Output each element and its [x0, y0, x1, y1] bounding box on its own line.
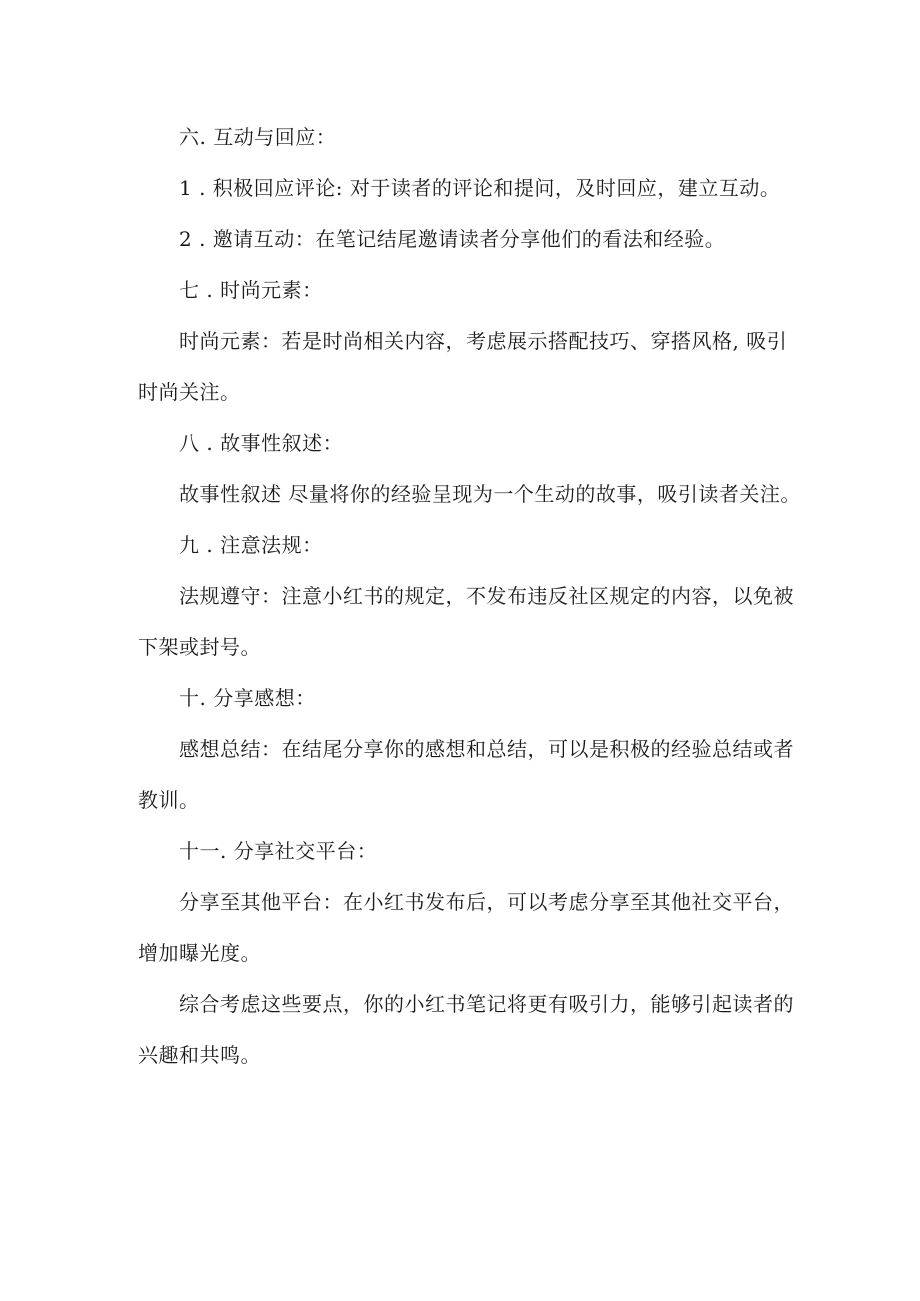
list-item-invite-interaction: 2 . 邀请互动：在笔记结尾邀请读者分享他们的看法和经验。 — [179, 227, 726, 251]
paragraph-regulations-line-1: 法规遵守：注意小红书的规定，不发布违反社区规定的内容，以免被 — [179, 584, 794, 608]
paragraph-conclusion-line-1: 综合考虑这些要点，你的小红书笔记将更有吸引力，能够引起读者的 — [179, 992, 794, 1016]
section-heading-share-thoughts: 十. 分享感想： — [179, 686, 316, 710]
section-heading-interaction: 六. 互动与回应： — [179, 125, 337, 149]
paragraph-storytelling: 故事性叙述 尽量将你的经验呈现为一个生动的故事，吸引读者关注。 — [179, 482, 801, 506]
section-heading-storytelling: 八 . 故事性叙述： — [179, 431, 344, 455]
paragraph-share-thoughts-line-2: 教训。 — [138, 788, 200, 812]
paragraph-fashion-line-1: 时尚元素：若是时尚相关内容，考虑展示搭配技巧、穿搭风格, 吸引 — [179, 329, 788, 353]
paragraph-conclusion-line-2: 兴趣和共鸣。 — [138, 1043, 261, 1067]
list-item-reply-comments: 1 . 积极回应评论: 对于读者的评论和提问，及时回应，建立互动。 — [179, 176, 781, 200]
section-heading-social-platforms: 十一. 分享社交平台： — [179, 839, 378, 863]
paragraph-regulations-line-2: 下架或封号。 — [138, 635, 261, 659]
paragraph-share-thoughts-line-1: 感想总结：在结尾分享你的感想和总结，可以是积极的经验总结或者 — [179, 737, 794, 761]
section-heading-regulations: 九 . 注意法规： — [179, 533, 323, 557]
paragraph-social-platforms-line-2: 增加曝光度。 — [138, 941, 261, 965]
paragraph-social-platforms-line-1: 分享至其他平台：在小红书发布后，可以考虑分享至其他社交平台， — [179, 890, 794, 914]
document-body — [138, 112, 801, 1081]
section-heading-fashion: 七 . 时尚元素： — [179, 278, 323, 302]
paragraph-fashion-line-2: 时尚关注。 — [138, 380, 241, 404]
